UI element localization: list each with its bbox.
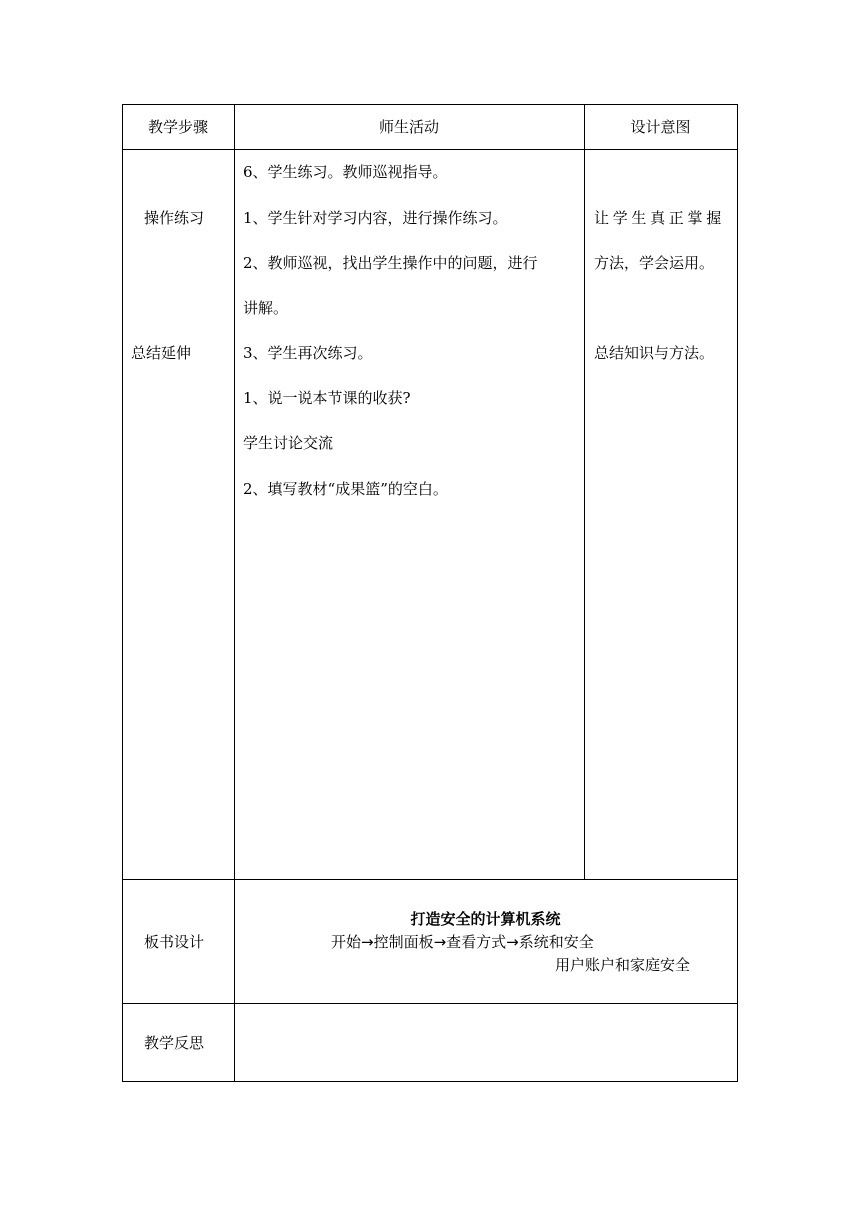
table-divider-reflection xyxy=(122,1003,738,1004)
activity-line: 学生讨论交流 xyxy=(243,434,334,452)
table-border-left xyxy=(122,104,123,1082)
board-branch: 用户账户和家庭安全 xyxy=(555,956,691,974)
header-activities: 师生活动 xyxy=(378,118,439,136)
table-divider-col2 xyxy=(584,104,585,880)
activity-line: 讲解。 xyxy=(243,299,289,317)
table-border-right xyxy=(737,104,738,1082)
table-divider-board xyxy=(122,879,738,880)
header-steps: 教学步骤 xyxy=(147,118,208,136)
activity-line: 1、学生针对学习内容，进行操作练习。 xyxy=(243,209,508,227)
step-practice: 操作练习 xyxy=(144,209,205,227)
activity-line: 1、说一说本节课的收获? xyxy=(243,389,411,407)
board-flow: 开始→控制面板→查看方式→系统和安全 xyxy=(331,933,594,951)
intent-line: 总结知识与方法。 xyxy=(594,344,715,362)
table-border-bottom xyxy=(122,1081,738,1082)
header-intent: 设计意图 xyxy=(630,118,691,136)
intent-line: 方法，学会运用。 xyxy=(594,254,715,272)
table-divider-header xyxy=(122,149,738,150)
activity-line: 2、教师巡视，找出学生操作中的问题，进行 xyxy=(243,254,538,272)
intent-line: 让学生真正掌握 xyxy=(594,209,725,227)
activity-line: 2、填写教材“成果篮”的空白。 xyxy=(243,480,448,498)
table-divider-col1 xyxy=(234,104,235,1082)
board-title: 打造安全的计算机系统 xyxy=(410,910,561,928)
step-summary: 总结延伸 xyxy=(131,344,192,362)
reflection-label: 教学反思 xyxy=(144,1034,205,1052)
activity-line: 6、学生练习。教师巡视指导。 xyxy=(243,163,448,181)
board-label: 板书设计 xyxy=(144,933,205,951)
activity-line: 3、学生再次练习。 xyxy=(243,344,373,362)
table-border-top xyxy=(122,104,738,105)
